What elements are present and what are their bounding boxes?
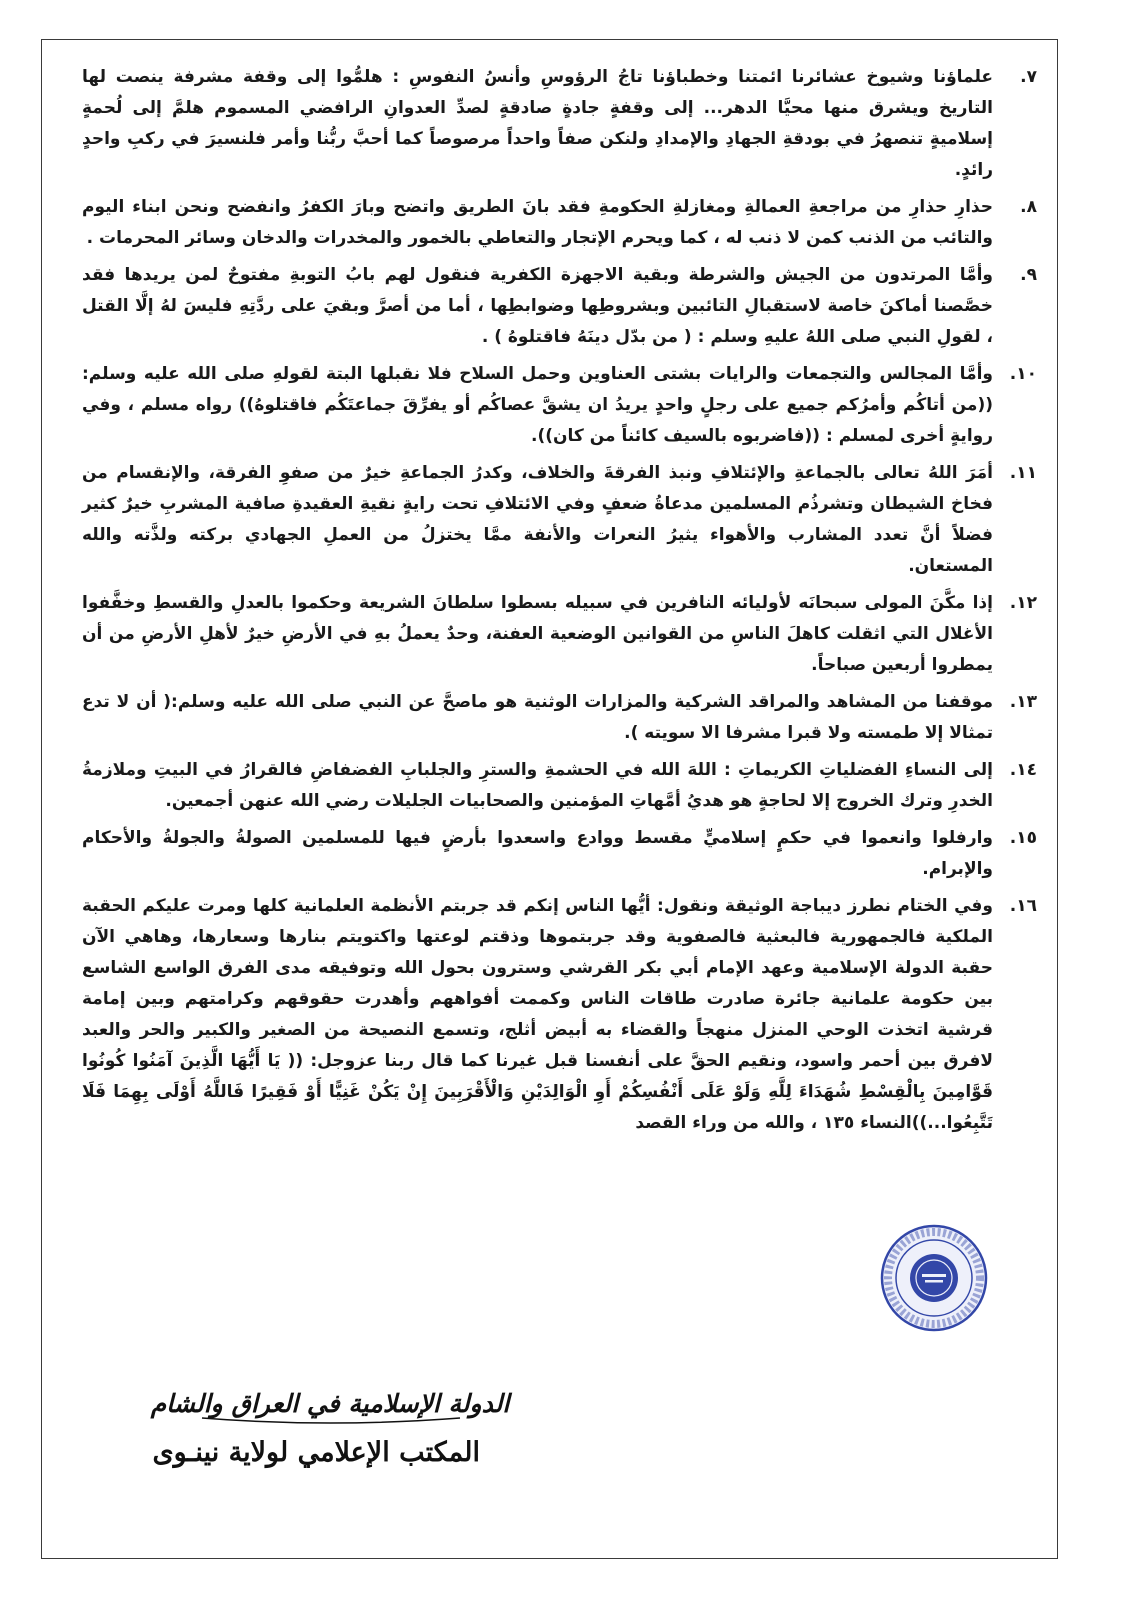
item-number: ١٣.: [1009, 692, 1037, 712]
item-text: وفي الختام نطرز ديباجة الوثيقة ونقول: أيُّها الناس إنكم قد جربتم الأنظمة العلمانية كلها ومرت عليكم الحقبة الملكية فالجمهورية فالبعثية فالصفوية وقد جربتموها وذقتم لوعتها واكتويتم بنارها وسعارها، وهاهي الآن حقبة الدولة الإسلامية وعهد الإمام أبي بكر القرشي وسترون بحول الله وتوفيقه مدى الفرق الواسع الشاسع بين حكومة علمانية جائرة صادرت طاقات الناس وكممت أفواههم وأهدرت حقوقهم وكرامتهم وبين إمامة قرشية اتخذت الوحي المنزل منهجاً والقضاء به أبيض أثلج، وتسمع النصيحة من الصغير والكبير والحر والعبد لافرق بين أحمر واسود، ونقيم الحقَّ على أنفسنا قبل غيرنا كما قال ربنا عزوجل: (( يَا أَيُّهَا الَّذِينَ آمَنُوا كُونُوا قَوَّامِينَ بِالْقِسْطِ شُهَدَاءَ لِلَّهِ وَلَوْ عَلَى أَنْفُسِكُمْ أَوِ الْوَالِدَيْنِ وَالْأَقْرَبِينَ إِنْ يَكُنْ غَنِيًّا أَوْ فَقِيرًا فَاللَّهُ أَوْلَى بِهِمَا فَلَا تَتَّبِعُوا...))النساء ١٣٥ ، والله من وراء القصد: [82, 896, 993, 1133]
state-title-text: الدولة الإسلامية في العراق والشام: [150, 1389, 510, 1418]
item-text: أمَرَ اللهُ تعالى بالجماعةِ والإئتلافِ ونبذ الفرقةَ والخلاف، وكدرُ الجماعةِ خيرٌ من صفوِ الفرقة، والإنقسام من فخاخ الشيطان وتشرذُم المسلمين مدعاةُ ضعفٍ وفي الائتلافِ تحت رايةٍ نقيةِ العقيدةِ صافية المشربِ خيرٌ كثير فضلاً أنَّ تعدد المشارب والأهواء يثيرُ النعرات والأنفة ممَّا يختزلُ من العملِ الجهادي بركته ولذَّته والله المستعان.: [82, 463, 993, 576]
item-text: علماؤنا وشيوخ عشائرنا ائمتنا وخطباؤنا تاجُ الرؤوسِ وأنسُ النفوسِ : هلمُّوا إلى وقفة مشرفة ينصت لها التاريخ ويشرق منها محيَّا الدهر... إلى وقفةٍ جادةٍ صادقةٍ لصدِّ العدوانِ الرافضي المسموم هلمَّ إلى لُحمةٍ إسلاميةٍ تنصهرُ في بودقةِ الجهادِ والإمدادِ ولنكن صفاً واحداً مرصوصاً كما أحبَّ ربُّنا وأمر فلنسيرَ في ركبِ واحدٍ رائدٍ.: [82, 67, 993, 180]
list-item: [82, 192, 1037, 254]
item-text: وأمَّا المرتدون من الجيش والشرطة وبقية الاجهزة الكفرية فنقول لهم بابُ التوبةِ مفتوحٌ لمن يريدها فقد خصَّصنا أماكنَ خاصة لاستقبالِ التائبين وبشروطِها وضوابطِها ، أما من أصرَّ وبقيَ على ردَّتِهِ فليسَ لهُ إلَّا القتل ، لقولِ النبي صلى اللهُ عليهِ وسلم : ( من بدّل دينَهُ فاقتلوهُ ) .: [82, 265, 993, 347]
item-number: ١١.: [1009, 463, 1037, 483]
list-item: [82, 823, 1037, 885]
list-item: [82, 687, 1037, 749]
item-number: ١٦.: [1009, 896, 1037, 916]
item-text: إلى النساءِ الفضلياتِ الكريماتِ : اللهَ الله في الحشمةِ والسترِ والجلبابِ الفضفاضِ فالقرارُ في البيتِ وملازمةُ الخدرِ وترك الخروج إلا لحاجةٍ هو هديُ أمَّهاتِ المؤمنين والصحابيات الجليلات رضي الله عنهن أجمعين.: [82, 760, 993, 811]
item-text: وأمَّا المجالس والتجمعات والرايات بشتى العناوين وحمل السلاح فلا نقبلها البتة لقولهِ صلى الله عليه وسلم: ((من أتاكُم وأمرُكم جميع على رجلٍ واحدٍ يريدُ ان يشقَّ عصاكُم أو يفرِّقَ جماعتَكُم فاقتلوهُ)) رواه مسلم ، وفي روايةٍ أخرى لمسلم : ((فاضربوه بالسيف كائناً من كان)).: [82, 364, 993, 446]
item-number: ١٥.: [1009, 828, 1037, 848]
list-item: [82, 359, 1037, 452]
item-text: حذارِ حذارِ من مراجعةِ العمالةِ ومغازلةِ الحكومةِ فقد بانَ الطريق واتضح وبارَ الكفرُ وانفضح ونحن ابناء اليوم والتائب من الذنب كمن لا ذنب له ، كما ويحرم الإتجار والتعاطي بالخمور والمخدرات والدخان وسائر المحرمات .: [82, 197, 993, 248]
list-item: [82, 260, 1037, 353]
item-number: ٩.: [1020, 265, 1037, 285]
list-item: [82, 458, 1037, 582]
list-item: [82, 62, 1037, 186]
media-office-name: المكتب الإعلامي لولاية نينـوى: [152, 1437, 480, 1468]
item-number: ٧.: [1020, 67, 1037, 87]
document-body: [82, 62, 1037, 1145]
item-number: ١٤.: [1009, 760, 1037, 780]
item-text: إذا مكَّنَ المولى سبحانَه لأوليائه النافرين في سبيله بسطوا سلطانَ الشريعة وحكموا بالعدلِ والقسطِ وخفَّفوا الأغلال التي اثقلت كاهلَ الناسِ من القوانين الوضعية العفنة، وحدٌ يعملُ بهِ في الأرضِ خيرٌ لأهلِ الأرضِ من أن يمطروا أربعين صباحاً.: [82, 593, 993, 675]
list-item: [82, 588, 1037, 681]
item-text: موقفنا من المشاهد والمراقد الشركية والمزارات الوثنية هو ماصحَّ عن النبي صلى الله عليه وسلم:( أن لا تدع تمثالا إلا طمسته ولا قبرا مشرفا الا سويته ).: [82, 692, 993, 743]
list-item: [82, 891, 1037, 1139]
item-number: ٨.: [1020, 197, 1037, 217]
item-text: وارفلوا وانعموا في حكمٍ إسلاميٍّ مقسط ووادع واسعدوا بأرضٍ فيها للمسلمين الصولةُ والجولةُ والأحكام والإبرام.: [82, 828, 993, 879]
state-title-calligraphy: [150, 1372, 510, 1430]
item-number: ١٠.: [1009, 364, 1037, 384]
item-number: ١٢.: [1009, 593, 1037, 613]
list-item: [82, 755, 1037, 817]
official-stamp: [878, 1222, 990, 1334]
